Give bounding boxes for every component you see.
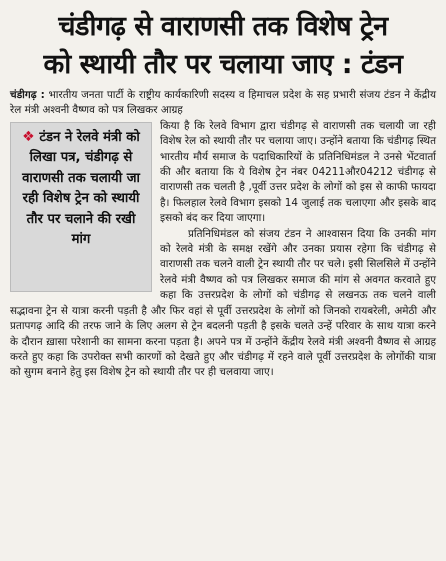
headline bbox=[10, 8, 436, 84]
pull-quote-text: टंडन ने रेलवे मंत्री को लिखा पत्र, चंडीगढ़ से वाराणसी तक चलायी जा रही विशेष ट्रेन को स्थायी तौर पर चलाने की रखी मांग bbox=[22, 129, 140, 248]
dateline: चंडीगढ़ : bbox=[10, 89, 45, 101]
intro-text: भारतीय जनता पार्टी के राष्ट्रीय कार्यकारिणी सदस्य व हिमाचल प्रदेश के सह प्रभारी संजय टंडन ने केंद्रीय रेल मंत्री अश्वनी वैष्णव को पत्र लिखकर आग्रह bbox=[10, 89, 436, 117]
headline-line-2: को स्थायी तौर पर चलाया जाए : टंडन bbox=[43, 49, 403, 80]
body-paragraph-2: प्रतिनिधिमंडल को संजय टंडन ने आश्वासन दिया कि उनकी मांग को रेलवे मंत्री के समक्ष रखेंगे और उनका प्रयास रहेगा कि चंडीगढ़ से वाराणसी तक चलने वाली ट्रेन स्थायी तौर पर चले। इसी सिलसिले में उन्होंने रेलवे मंत्री वैष्णव को पत्र लिखकर समाज की मांग से अवगत करवाते हुए कहा कि उत्तरप्रदेश के लोगों को चंडीगढ़ से लखनऊ तक चलने वाली सद्भावना ट्रेन से यात्रा करनी पड़ती है और फिर वहां से पूर्वी उत्तरप्रदेश के लोगों को जिनको रायबरेली, अमेठी और प्रतापगढ़ आदि की तरफ जाने के लिए अलग से ट्रेन बदलनी पड़ती है इसके चलते उन्हें परिवार के साथ यात्रा करने के दौरान ख़ासा परेशानी का सामना करना पड़ता है। अपने पत्र में उन्होंने केंद्रीय रेलवे मंत्री अश्वनी वैष्णव से आग्रह करते हुए कहा कि उपरोक्त सभी कारणों को देखते हुए और चंडीगढ़ में रहने वाले पूर्वी उत्तरप्रदेश के लोगोंकी यात्रा को सुगम बनाने हेतु इस विशेष ट्रेन को स्थायी तौर पर ही चलवाया जाए। bbox=[10, 227, 436, 379]
intro-paragraph bbox=[10, 88, 436, 119]
intro-continuation: किया है कि रेलवे विभाग द्वारा चंडीगढ़ से वाराणसी तक चलायी जा रही विशेष रेल को स्थायी तौर पर चलाया जाए। उन्होंने बताया कि चंडीगढ़ स्थित भारतीय मौर्य समाज के पदाधिकारियों के प्रतिनिधिमंडल ने उनसे भेंटवार्ता की और बताया कि ये विशेष ट्रेन नंबर 04211और04212 चंडीगढ़ से वाराणसी तक चलती है ,पूर्वी उत्तर प्रदेश के लोगों को इस से काफी फायदा है। फिलहाल रेलवे विभाग इसको 14 जुलाई तक चलाएगा और इसके बाद इसको बंद कर दिया जाएगा। bbox=[160, 119, 436, 225]
diamond-bullet-icon: ❖ bbox=[22, 128, 35, 145]
article-body bbox=[10, 119, 436, 381]
headline-line-1: चंडीगढ़ से वाराणसी तक विशेष ट्रेन bbox=[58, 11, 388, 42]
pull-quote-box bbox=[10, 122, 152, 292]
